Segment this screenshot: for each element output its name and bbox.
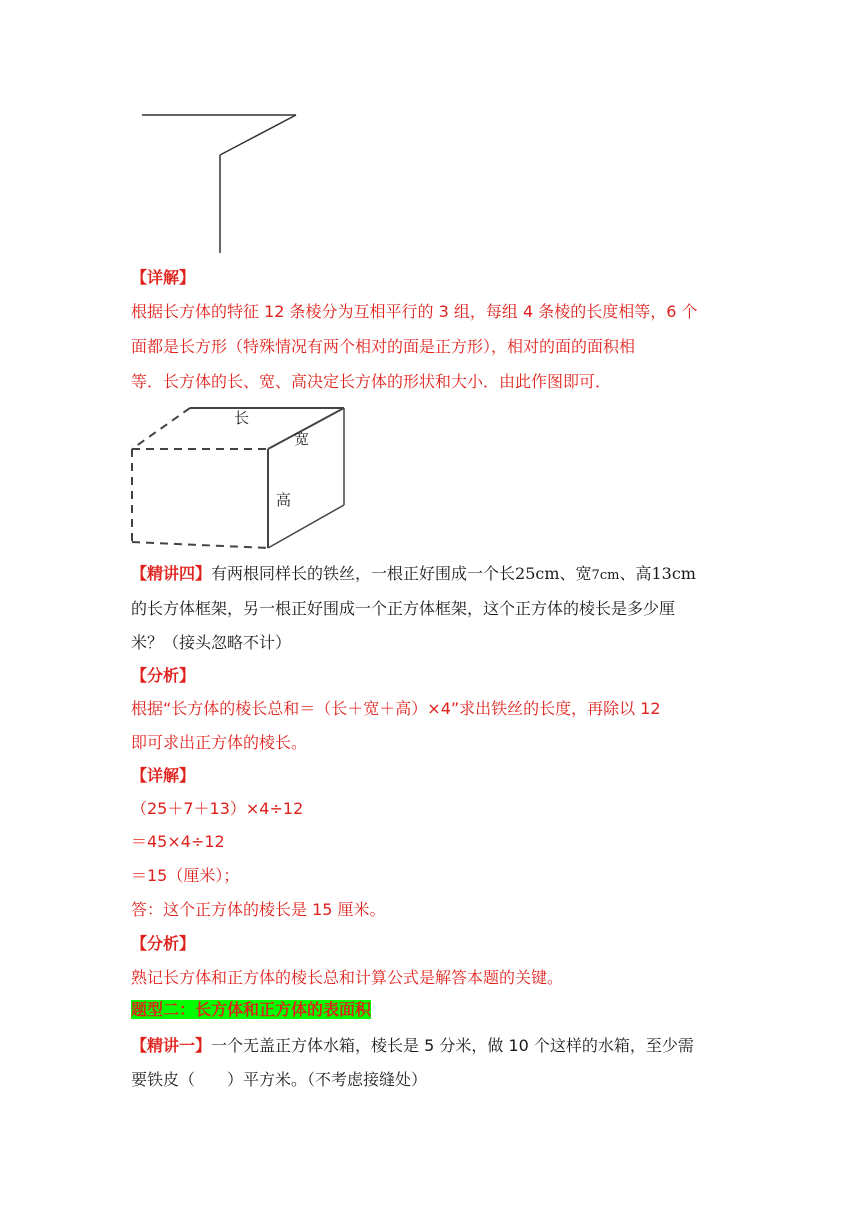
analysis-header-1: 【分析】 bbox=[131, 666, 196, 685]
problem4-text-c: 、高 bbox=[619, 564, 652, 583]
cuboid-top-left-dashed bbox=[132, 408, 190, 449]
problem4-line-2: 的长方体框架，另一根正好围成一个正方体框架，这个正方体的棱长是多少厘 bbox=[131, 599, 676, 618]
problem4-length: 25cm bbox=[515, 564, 560, 583]
problem1-line-1 bbox=[131, 1034, 694, 1058]
solution-line-3: ＝15（厘米）； bbox=[131, 866, 240, 885]
problem4-width: 7cm bbox=[591, 568, 620, 583]
solution-line-1: （25＋7＋13）×4÷12 bbox=[131, 799, 304, 818]
problem1-text-1: 一个无盖正方体水箱，棱长是 5 分米，做 10 个这样的水箱，至少需 bbox=[211, 1036, 694, 1055]
label-height: 高 bbox=[276, 491, 292, 509]
analysis-line-2: 即可求出正方体的棱长。 bbox=[131, 733, 308, 752]
partial-cuboid-drawing bbox=[130, 100, 310, 260]
solution-line-2: ＝45×4÷12 bbox=[131, 832, 225, 851]
label-length: 长 bbox=[234, 409, 250, 427]
problem4-line-3: 米？（接头忽略不计） bbox=[131, 633, 292, 652]
problem4-text-b: 、宽 bbox=[559, 564, 592, 583]
analysis-text-2: 熟记长方体和正方体的棱长总和计算公式是解答本题的关键。 bbox=[131, 968, 564, 987]
problem1-line-2: 要铁皮（ ）平方米。（不考虑接缝处） bbox=[131, 1070, 428, 1089]
analysis-header-2: 【分析】 bbox=[131, 934, 196, 953]
solution-header: 【详解】 bbox=[131, 766, 196, 785]
topic-heading bbox=[131, 998, 371, 1022]
detail-line-3: 等．长方体的长、宽、高决定长方体的形状和大小．由此作图即可． bbox=[131, 372, 612, 391]
detail-line-1: 根据长方体的特征 12 条棱分为互相平行的 3 组，每组 4 条棱的长度相等，6 个 bbox=[131, 302, 698, 321]
topic-title: 题型二：长方体和正方体的表面积 bbox=[131, 1000, 372, 1019]
cuboid-front-bottom-dashed bbox=[132, 542, 268, 548]
detail-header-1: 【详解】 bbox=[131, 268, 196, 287]
label-width: 宽 bbox=[294, 430, 310, 448]
cuboid-bottom-right-edge bbox=[268, 505, 344, 548]
solution-answer: 答：这个正方体的棱长是 15 厘米。 bbox=[131, 900, 386, 919]
problem1-tag: 【精讲一】 bbox=[131, 1036, 212, 1055]
problem4-line-1 bbox=[131, 562, 696, 588]
problem4-tag: 【精讲四】 bbox=[131, 564, 212, 583]
analysis-line-1: 根据“长方体的棱长总和＝（长＋宽＋高）×4”求出铁丝的长度，再除以 12 bbox=[131, 699, 661, 718]
problem4-height: 13cm bbox=[651, 564, 696, 583]
problem4-text-a: 有两根同样长的铁丝，一根正好围成一个长 bbox=[211, 564, 516, 583]
depth-edge-line bbox=[220, 115, 296, 155]
detail-line-2: 面都是长方形（特殊情况有两个相对的面是正方形），相对的面的面积相 bbox=[131, 337, 636, 356]
cuboid-diagram bbox=[128, 400, 358, 555]
